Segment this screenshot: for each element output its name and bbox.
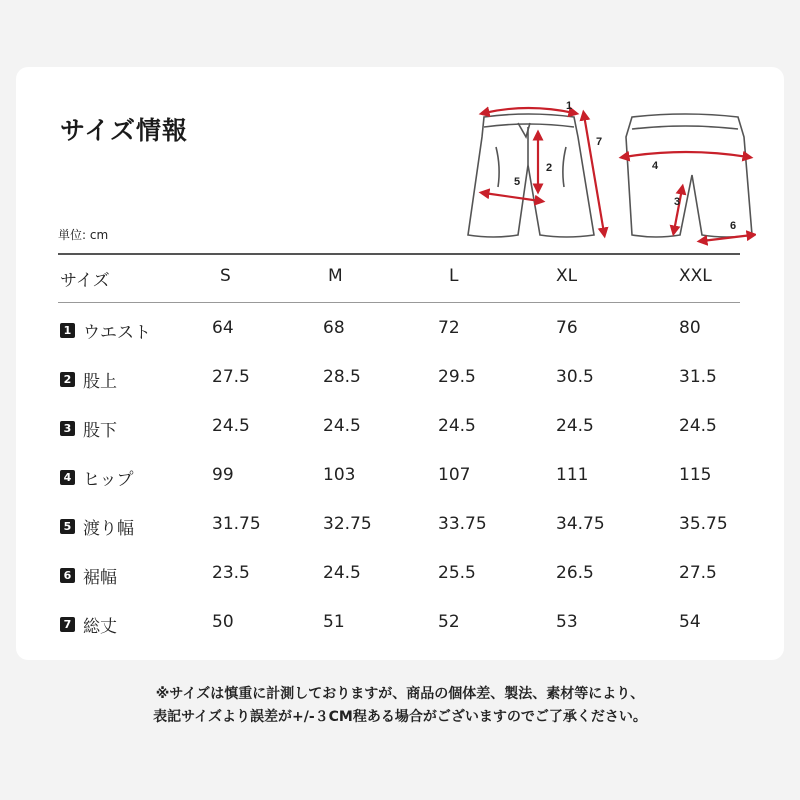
table-cell: 30.5 bbox=[556, 367, 594, 387]
diagram-label-5: 5 bbox=[514, 176, 521, 188]
table-header-label: サイズ bbox=[60, 271, 110, 291]
table-cell: 24.5 bbox=[323, 416, 361, 436]
table-cell: 31.75 bbox=[212, 514, 261, 534]
table-row-label bbox=[60, 514, 134, 539]
row-name: 渡り幅 bbox=[83, 519, 134, 539]
table-cell: 80 bbox=[679, 318, 701, 338]
note-line-1: ※サイズは慎重に計測しておりますが、商品の個体差、製法、素材等により、 bbox=[155, 686, 645, 702]
table-row-label bbox=[60, 318, 151, 343]
row-name: 股下 bbox=[83, 421, 117, 441]
table-cell: 64 bbox=[212, 318, 234, 338]
table-cell: 25.5 bbox=[438, 563, 476, 583]
diagram-label-2: 2 bbox=[546, 162, 553, 174]
unit-label: 単位: cm bbox=[58, 228, 109, 242]
table-cell: 54 bbox=[679, 612, 701, 632]
table-cell: 23.5 bbox=[212, 563, 250, 583]
note-line-2: 表記サイズより誤差が+/-３CM程ある場合がございますのでご了承ください。 bbox=[153, 709, 647, 725]
table-cell: 24.5 bbox=[679, 416, 717, 436]
back-shorts-outline bbox=[626, 114, 752, 237]
row-number-badge: 2 bbox=[60, 372, 75, 387]
row-name: ヒップ bbox=[83, 470, 134, 490]
table-cell: 68 bbox=[323, 318, 345, 338]
page-title: サイズ情報 bbox=[60, 116, 189, 145]
diagram-label-1: 1 bbox=[566, 100, 573, 112]
table-cell: 99 bbox=[212, 465, 234, 485]
table-cell: 72 bbox=[438, 318, 460, 338]
table-cell: 50 bbox=[212, 612, 234, 632]
table-cell: 103 bbox=[323, 465, 356, 485]
table-cell: 35.75 bbox=[679, 514, 728, 534]
table-header-size: L bbox=[449, 266, 459, 286]
table-cell: 51 bbox=[323, 612, 345, 632]
table-cell: 34.75 bbox=[556, 514, 605, 534]
table-header-rule bbox=[58, 302, 740, 303]
table-cell: 32.75 bbox=[323, 514, 372, 534]
table-header-size: M bbox=[328, 266, 343, 286]
table-cell: 28.5 bbox=[323, 367, 361, 387]
table-cell: 76 bbox=[556, 318, 578, 338]
table-row-label bbox=[60, 465, 134, 490]
table-cell: 24.5 bbox=[323, 563, 361, 583]
table-header-size: XXL bbox=[679, 266, 712, 286]
row-number-badge: 5 bbox=[60, 519, 75, 534]
row-number-badge: 1 bbox=[60, 323, 75, 338]
table-cell: 24.5 bbox=[212, 416, 250, 436]
row-number-badge: 3 bbox=[60, 421, 75, 436]
table-row-label bbox=[60, 367, 117, 392]
row-name: 裾幅 bbox=[83, 568, 117, 588]
row-name: 股上 bbox=[83, 372, 117, 392]
table-cell: 27.5 bbox=[679, 563, 717, 583]
row-number-badge: 6 bbox=[60, 568, 75, 583]
diagram-label-3: 3 bbox=[674, 196, 681, 208]
table-cell: 53 bbox=[556, 612, 578, 632]
shorts-measurement-diagram bbox=[456, 97, 756, 257]
table-header-size: S bbox=[220, 266, 231, 286]
table-cell: 31.5 bbox=[679, 367, 717, 387]
table-row-label bbox=[60, 612, 117, 637]
size-info-card bbox=[16, 67, 784, 660]
table-cell: 26.5 bbox=[556, 563, 594, 583]
diagram-label-6: 6 bbox=[730, 220, 737, 232]
table-row-label bbox=[60, 563, 117, 588]
table-cell: 115 bbox=[679, 465, 712, 485]
table-cell: 24.5 bbox=[438, 416, 476, 436]
table-cell: 33.75 bbox=[438, 514, 487, 534]
table-cell: 24.5 bbox=[556, 416, 594, 436]
table-cell: 52 bbox=[438, 612, 460, 632]
front-shorts-outline bbox=[468, 114, 594, 237]
row-name: ウエスト bbox=[83, 323, 151, 343]
table-cell: 29.5 bbox=[438, 367, 476, 387]
row-number-badge: 7 bbox=[60, 617, 75, 632]
table-cell: 111 bbox=[556, 465, 589, 485]
diagram-label-7: 7 bbox=[596, 136, 603, 148]
row-name: 総丈 bbox=[83, 617, 117, 637]
table-top-rule bbox=[58, 253, 740, 255]
table-header-size: XL bbox=[556, 266, 578, 286]
table-cell: 107 bbox=[438, 465, 471, 485]
table-row-label bbox=[60, 416, 117, 441]
diagram-label-4: 4 bbox=[652, 160, 659, 172]
row-number-badge: 4 bbox=[60, 470, 75, 485]
table-cell: 27.5 bbox=[212, 367, 250, 387]
